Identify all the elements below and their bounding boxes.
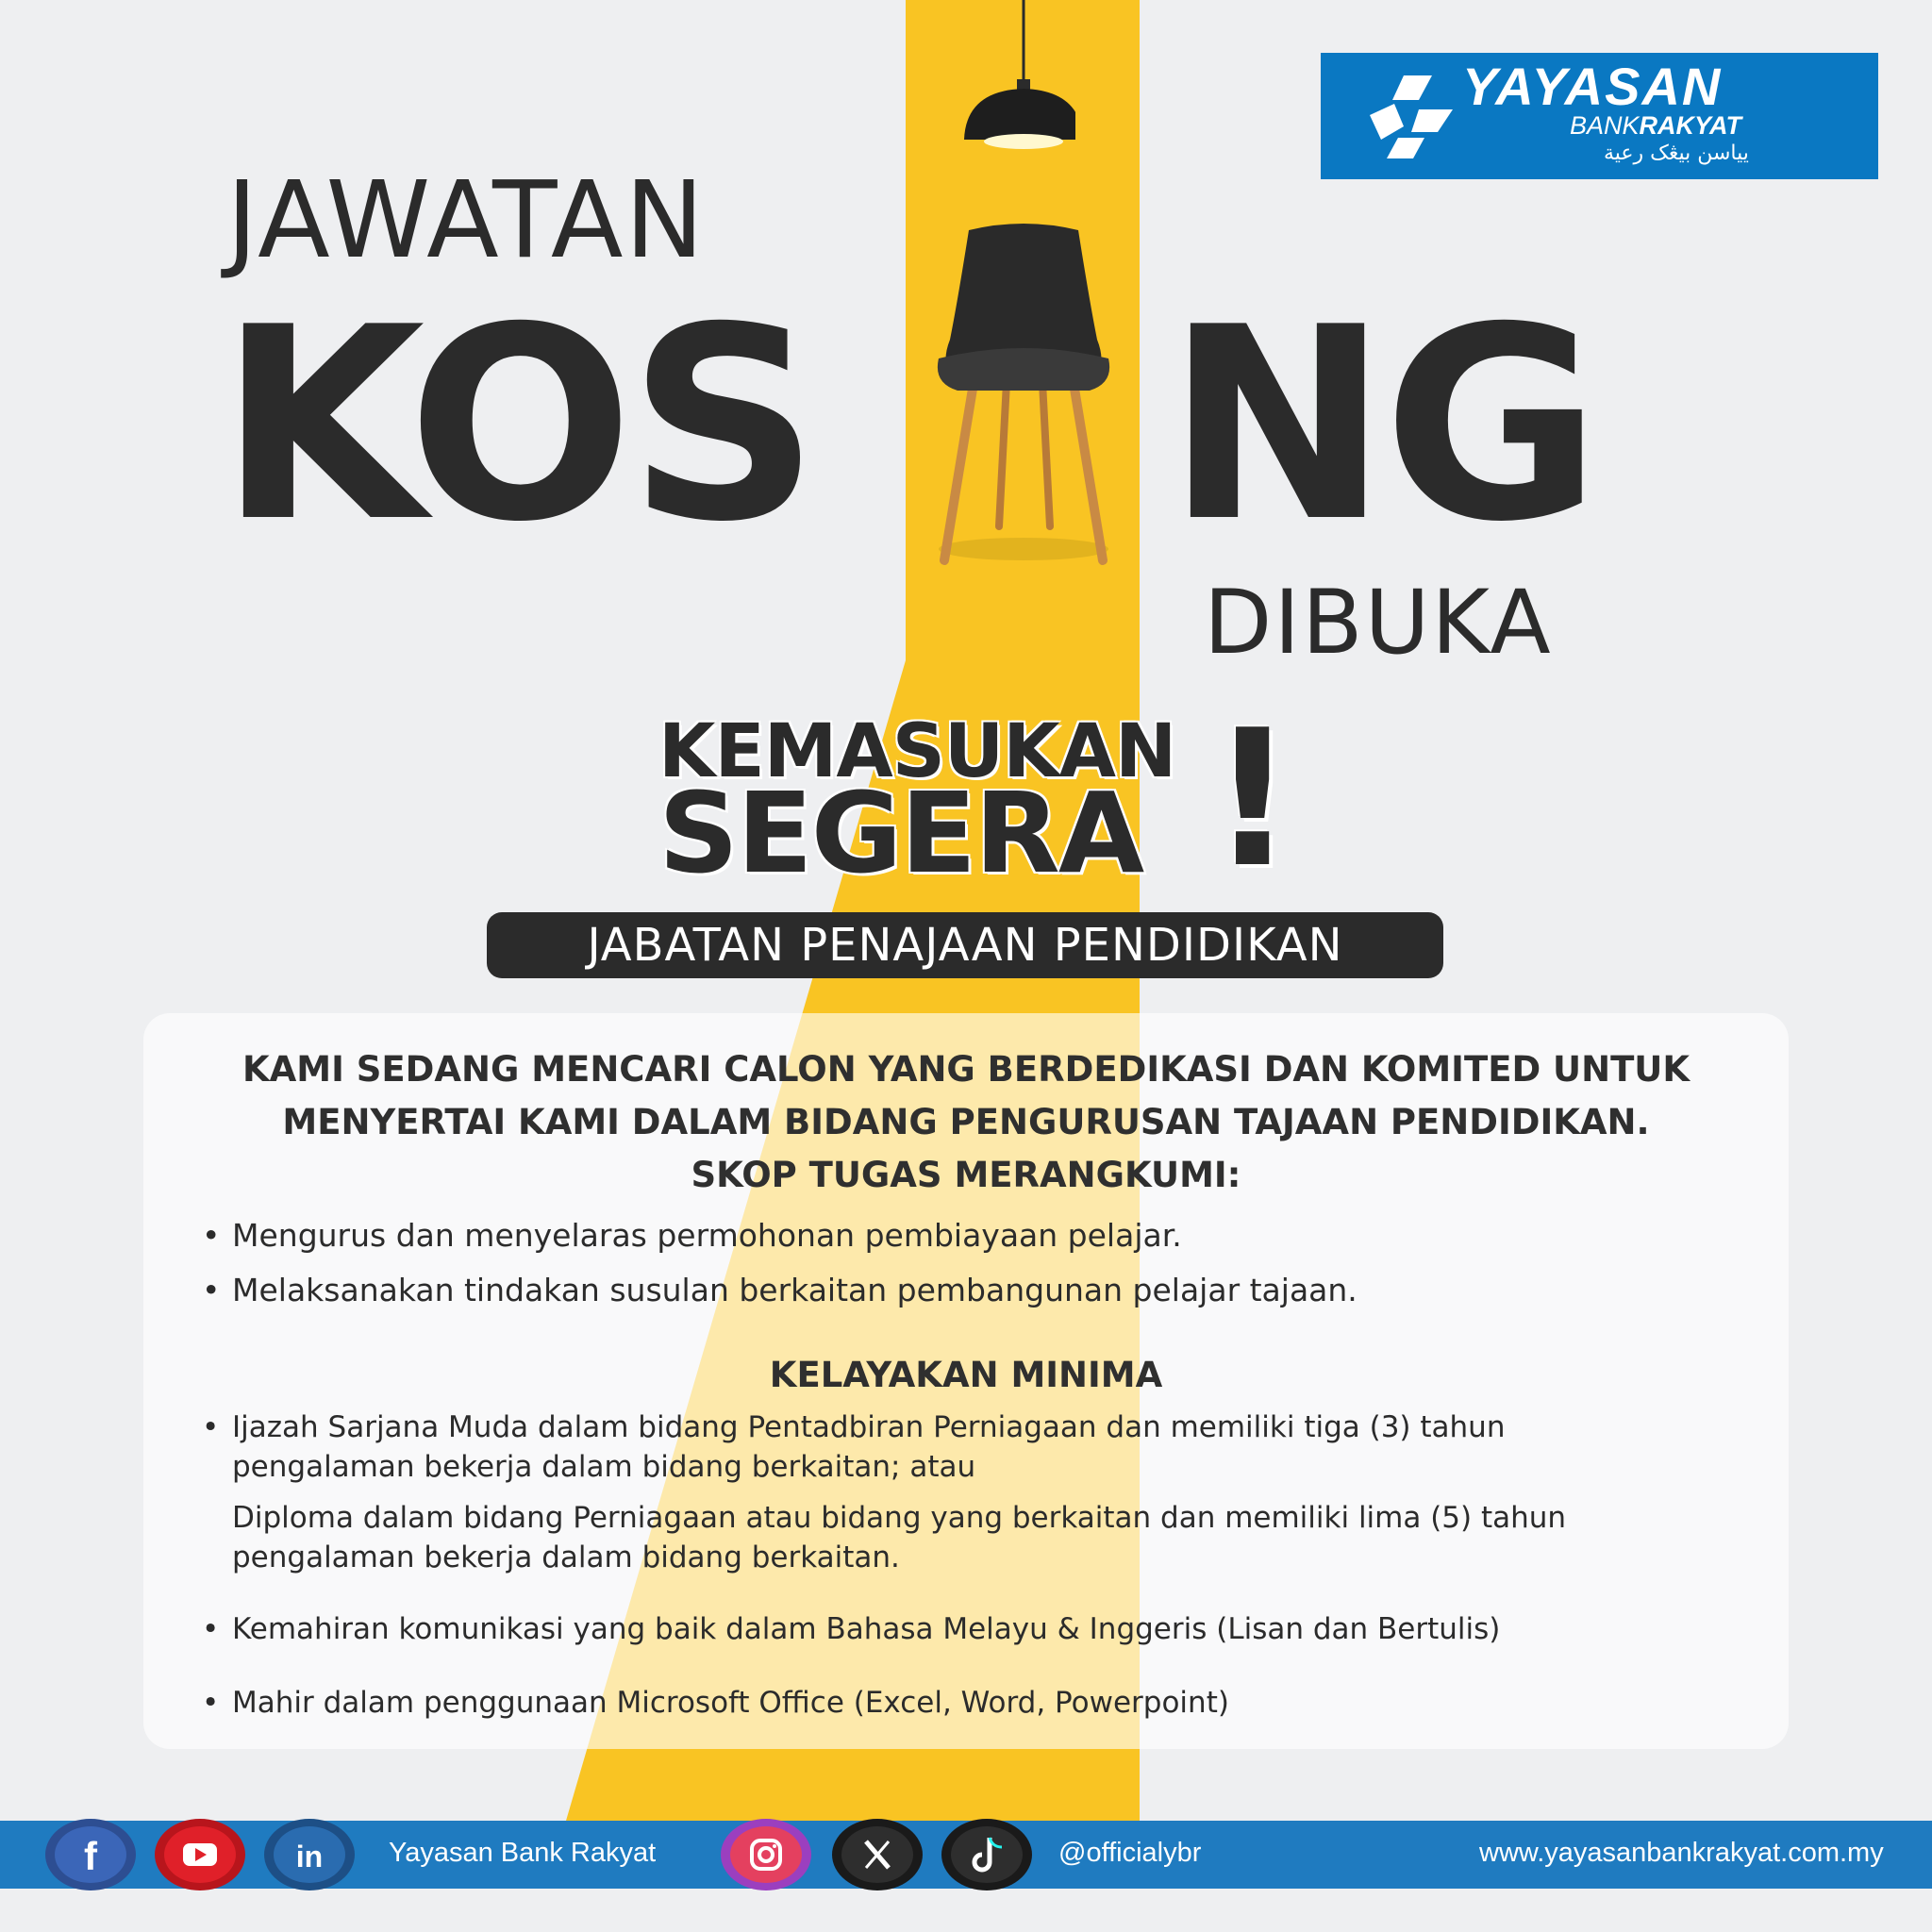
urgent-kemasukan: KEMASUKAN	[658, 709, 1176, 794]
headline-jawatan: JAWATAN	[226, 159, 707, 282]
bullet: •	[202, 1217, 221, 1254]
facebook-icon[interactable]	[42, 1815, 140, 1894]
scope-heading: SKOP TUGAS MERANGKUMI:	[691, 1155, 1241, 1195]
youtube-icon[interactable]	[151, 1815, 249, 1894]
list-item: • Melaksanakan tindakan susulan berkaitan pembangunan pelajar tajaan.	[202, 1272, 1357, 1308]
chair-icon	[901, 217, 1146, 575]
footer-org-name: Yayasan Bank Rakyat	[389, 1838, 657, 1868]
urgent-segera: SEGERA	[658, 768, 1143, 898]
x-icon[interactable]	[828, 1815, 926, 1894]
pendant-lamp-icon	[953, 0, 1075, 189]
intro-text	[143, 1043, 1789, 1202]
headline-kos: KOS	[219, 270, 814, 580]
linkedin-icon[interactable]	[260, 1815, 358, 1894]
list-item-continuation: Diploma dalam bidang Perniagaan atau bidang yang berkaitan dan memiliki lima (5) tahun pengalaman bekerja dalam bidang berkaitan.	[232, 1501, 1567, 1574]
headline-ng: NG	[1166, 270, 1596, 580]
footer-handle[interactable]: @officialybr	[1058, 1838, 1202, 1868]
department-label: JABATAN PENAJAAN PENDIDIKAN	[587, 919, 1343, 972]
yayasan-bank-rakyat-logo	[1321, 53, 1878, 179]
logo-jawi: يياسن بيڠک رعية	[1604, 142, 1749, 165]
qualifications-heading: KELAYAKAN MINIMA	[769, 1355, 1163, 1395]
logo-subtitle: BANKRAKYAT	[1570, 111, 1742, 140]
intro-line: MENYERTAI KAMI DALAM BIDANG PENGURUSAN TAJAAN PENDIDIKAN.	[282, 1102, 1650, 1142]
intro-line: KAMI SEDANG MENCARI CALON YANG BERDEDIKASI DAN KOMITED UNTUK	[242, 1049, 1690, 1090]
department-badge	[487, 912, 1443, 978]
footer-website-link[interactable]: www.yayasanbankrakyat.com.my	[1479, 1838, 1884, 1868]
svg-text:f: f	[84, 1834, 97, 1878]
urgent-exclamation: !	[1209, 690, 1296, 909]
instagram-icon[interactable]	[717, 1815, 815, 1894]
tiktok-icon[interactable]	[938, 1815, 1036, 1894]
list-item: • Mengurus dan menyelaras permohonan pembiayaan pelajar.	[202, 1217, 1182, 1254]
job-details-card	[143, 1013, 1789, 1749]
list-item: • Ijazah Sarjana Muda dalam bidang Pentadbiran Perniagaan dan memiliki tiga (3) tahun pengalaman bekerja dalam bidang berkaitan; atau	[232, 1407, 1505, 1487]
logo-name: YAYASAN	[1462, 57, 1723, 116]
bullet: •	[202, 1272, 221, 1308]
list-item: • Kemahiran komunikasi yang baik dalam Bahasa Melayu & Inggeris (Lisan dan Bertulis)	[232, 1609, 1500, 1649]
ybr-emblem-icon	[1366, 72, 1457, 162]
list-item: • Mahir dalam penggunaan Microsoft Office (Excel, Word, Powerpoint)	[232, 1683, 1229, 1723]
svg-text:in: in	[295, 1840, 324, 1874]
bullet: •	[202, 1612, 220, 1646]
headline-dibuka: DIBUKA	[1204, 572, 1553, 675]
bullet: •	[202, 1410, 220, 1444]
bullet: •	[202, 1686, 220, 1720]
